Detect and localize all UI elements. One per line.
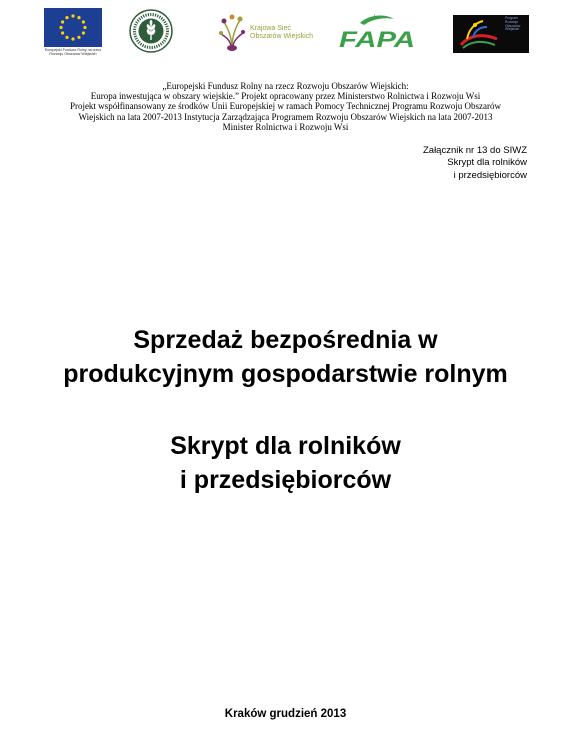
program-logo <box>453 15 529 53</box>
document-subtitle <box>0 429 571 497</box>
funding-notice-line-5: Minister Rolnictwa i Rozwoju Wsi <box>222 121 349 132</box>
attachment-line-3: i przedsiębiorców <box>453 169 527 181</box>
program-text-line-4: Wiejskich <box>505 27 520 32</box>
program-emblem-icon <box>453 15 505 53</box>
program-text-line-1: Program <box>505 16 519 20</box>
funding-notice <box>40 81 531 132</box>
program-text-line-2: Rozwoju <box>505 19 519 24</box>
ksow-flower-icon <box>216 12 248 52</box>
funding-notice-line-1: „Europejski Fundusz Rolny na rzecz Rozwoju Obszarów Wiejskich: <box>162 81 409 91</box>
fapa-text: FAPA <box>339 27 415 50</box>
eu-caption <box>44 48 102 56</box>
ministry-seal-logo <box>129 9 173 53</box>
document-subtitle-line-1: Skrypt dla rolników <box>170 432 401 460</box>
program-text-line-3: Obszarów <box>505 23 521 28</box>
wheat-seal-icon <box>129 9 173 53</box>
eu-flag-icon <box>44 8 102 47</box>
attachment-line-2: Skrypt dla rolników <box>447 157 527 169</box>
eu-caption-line-1: Europejski Fundusz Rolny na rzecz <box>44 48 102 52</box>
ksow-text-line-1: Krajowa Sieć <box>250 25 291 32</box>
funding-notice-line-4: Wiejskich na lata 2007-2013 Instytucja Zarządzająca Programem Rozwoju Obszarów Wiejskich na lata 2007-2013 <box>78 111 493 122</box>
fapa-logo <box>338 14 416 50</box>
document-title-line-2: produkcyjnym gospodarstwie rolnym <box>63 360 508 388</box>
ksow-text <box>250 25 313 41</box>
funding-notice-line-3: Projekt współfinansowany ze środków Unii Europejskiej w ramach Pomocy Technicznej Programu Rozwoju Obszarów <box>69 101 502 112</box>
document-title <box>0 323 571 391</box>
attachment-line-1: Załącznik nr 13 do SIWZ <box>422 145 527 156</box>
eu-caption-line-2: Rozwoju Obszarów Wiejskich <box>49 52 97 56</box>
attachment-note <box>423 145 527 182</box>
eu-flag-logo <box>44 8 102 54</box>
place-date: Kraków grudzień 2013 <box>224 708 347 720</box>
funding-notice-line-2: Europa inwestująca w obszary wiejskie.” Projekt opracowany przez Ministerstwo Rolnictwa i Rozwoju Wsi <box>90 91 481 102</box>
document-title-line-1: Sprzedaż bezpośrednia w <box>133 326 438 354</box>
ksow-text-line-2: Obszarów Wiejskich <box>250 33 314 40</box>
program-text <box>505 17 529 32</box>
ksow-logo <box>216 12 324 52</box>
document-subtitle-line-2: i przedsiębiorców <box>179 466 392 494</box>
fapa-wordmark-icon <box>338 14 416 50</box>
